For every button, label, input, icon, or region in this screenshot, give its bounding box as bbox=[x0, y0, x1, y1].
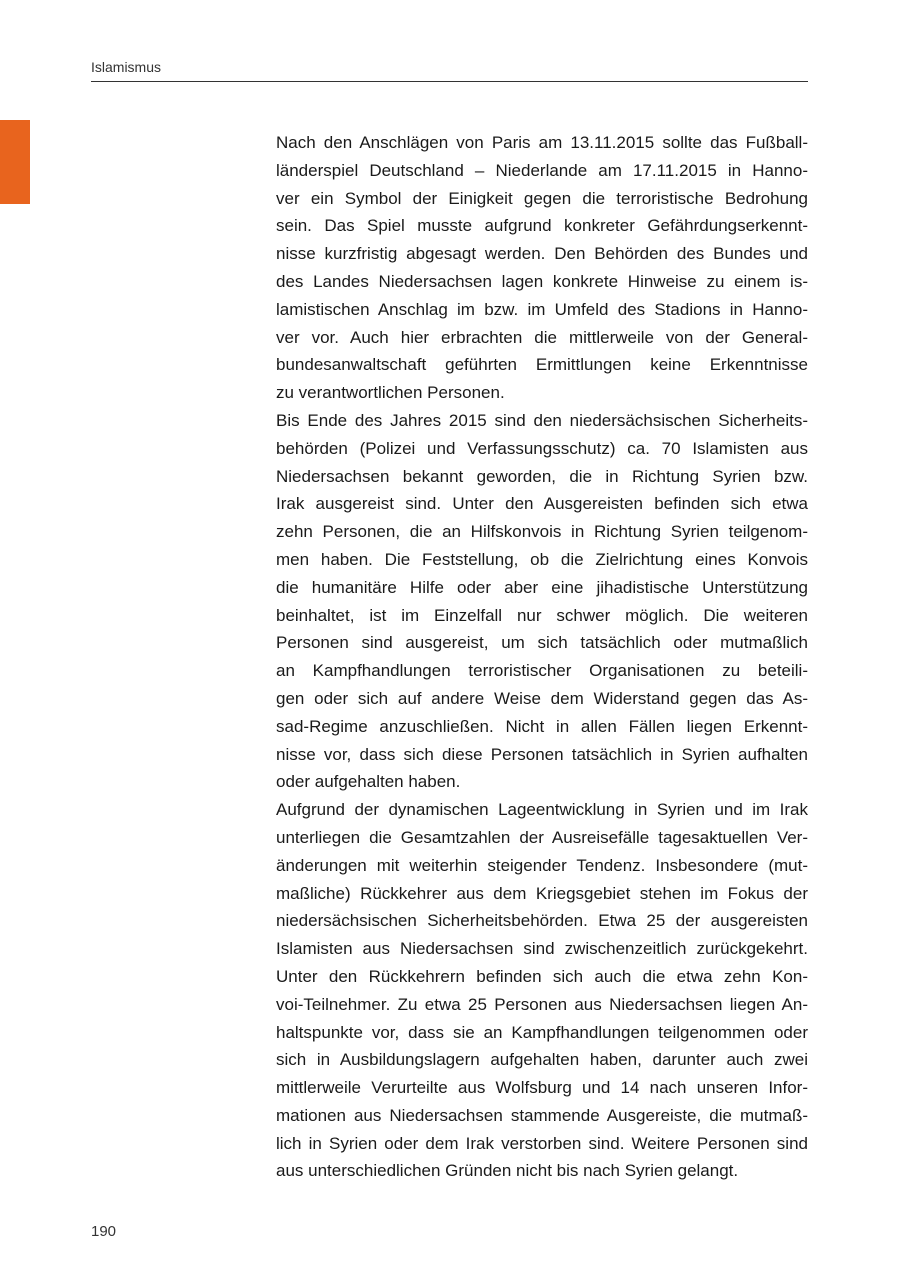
paragraph-3 bbox=[276, 796, 808, 1185]
text-line: aus unterschiedlichen Gründen nicht bis nach Syrien gelangt. bbox=[276, 1161, 739, 1181]
text-line: sein. Das Spiel musste aufgrund konkreter Gefährdungserkennt- bbox=[276, 216, 808, 236]
text-line: haltspunkte vor, dass sie an Kampfhandlungen teilgenommen oder bbox=[276, 1022, 808, 1042]
text-line: länderspiel Deutschland – Niederlande am 17.11.2015 in Hanno- bbox=[276, 160, 808, 180]
text-line: men haben. Die Feststellung, ob die Zielrichtung eines Konvois bbox=[276, 549, 808, 569]
page-number: 190 bbox=[91, 1223, 117, 1240]
header-divider bbox=[91, 81, 808, 82]
text-line: lich in Syrien oder dem Irak verstorben sind. Weitere Personen sind bbox=[276, 1133, 808, 1153]
text-line: niedersächsischen Sicherheitsbehörden. Etwa 25 der ausgereisten bbox=[276, 911, 808, 931]
text-line: maßliche) Rückkehrer aus dem Kriegsgebiet stehen im Fokus der bbox=[276, 883, 808, 903]
text-line: des Landes Niedersachsen lagen konkrete Hinweise zu einem is- bbox=[276, 271, 808, 291]
text-line: oder aufgehalten haben. bbox=[276, 772, 461, 792]
text-line: zu verantwortlichen Personen. bbox=[276, 383, 505, 403]
text-line: behörden (Polizei und Verfassungsschutz) ca. 70 Islamisten aus bbox=[276, 438, 808, 458]
text-line: mittlerweile Verurteilte aus Wolfsburg und 14 nach unseren Infor- bbox=[276, 1078, 808, 1098]
text-line: sich in Ausbildungslagern aufgehalten haben, darunter auch zwei bbox=[276, 1050, 808, 1070]
text-line: Niedersachsen bekannt geworden, die in Richtung Syrien bzw. bbox=[276, 466, 808, 486]
text-line: an Kampfhandlungen terroristischer Organisationen zu beteili- bbox=[276, 661, 808, 681]
text-line: nisse kurzfristig abgesagt werden. Den Behörden des Bundes und bbox=[276, 244, 808, 264]
text-line: mationen aus Niedersachsen stammende Ausgereiste, die mutmaß- bbox=[276, 1105, 808, 1125]
text-line: änderungen mit weiterhin steigender Tendenz. Insbesondere (mut- bbox=[276, 855, 808, 875]
text-line: unterliegen die Gesamtzahlen der Ausreisefälle tagesaktuellen Ver- bbox=[276, 827, 808, 847]
paragraph-2 bbox=[276, 407, 808, 796]
text-line: Unter den Rückkehrern befinden sich auch die etwa zehn Kon- bbox=[276, 966, 808, 986]
text-line: Bis Ende des Jahres 2015 sind den niedersächsischen Sicherheits- bbox=[276, 410, 808, 430]
text-line: Nach den Anschlägen von Paris am 13.11.2015 sollte das Fußball- bbox=[276, 133, 808, 152]
text-line: voi-Teilnehmer. Zu etwa 25 Personen aus Niedersachsen liegen An- bbox=[276, 994, 808, 1014]
text-line: lamistischen Anschlag im bzw. im Umfeld des Stadions in Hanno- bbox=[276, 299, 808, 319]
text-line: die humanitäre Hilfe oder aber eine jihadistische Unterstützung bbox=[276, 577, 808, 597]
text-line: gen oder sich auf andere Weise dem Widerstand gegen das As- bbox=[276, 688, 808, 708]
text-line: zehn Personen, die an Hilfskonvois in Richtung Syrien teilgenom- bbox=[276, 522, 808, 542]
text-line: Irak ausgereist sind. Unter den Ausgereisten befinden sich etwa bbox=[276, 494, 808, 514]
text-line: sad-Regime anzuschließen. Nicht in allen Fällen liegen Erkennt- bbox=[276, 716, 808, 736]
text-line: ver vor. Auch hier erbrachten die mittlerweile von der General- bbox=[276, 327, 808, 347]
paragraph-1 bbox=[276, 129, 808, 407]
text-line: Personen sind ausgereist, um sich tatsächlich oder mutmaßlich bbox=[276, 633, 808, 653]
chapter-accent-bar bbox=[0, 120, 30, 204]
body-text bbox=[276, 129, 808, 1185]
running-header: Islamismus bbox=[91, 59, 162, 75]
text-line: Islamisten aus Niedersachsen sind zwischenzeitlich zurückgekehrt. bbox=[276, 939, 808, 959]
text-line: ver ein Symbol der Einigkeit gegen die terroristische Bedrohung bbox=[276, 188, 808, 208]
text-line: nisse vor, dass sich diese Personen tatsächlich in Syrien aufhalten bbox=[276, 744, 808, 764]
text-line: Aufgrund der dynamischen Lageentwicklung in Syrien und im Irak bbox=[276, 800, 808, 820]
text-line: bundesanwaltschaft geführten Ermittlungen keine Erkenntnisse bbox=[276, 355, 808, 375]
text-line: beinhaltet, ist im Einzelfall nur schwer möglich. Die weiteren bbox=[276, 605, 808, 625]
